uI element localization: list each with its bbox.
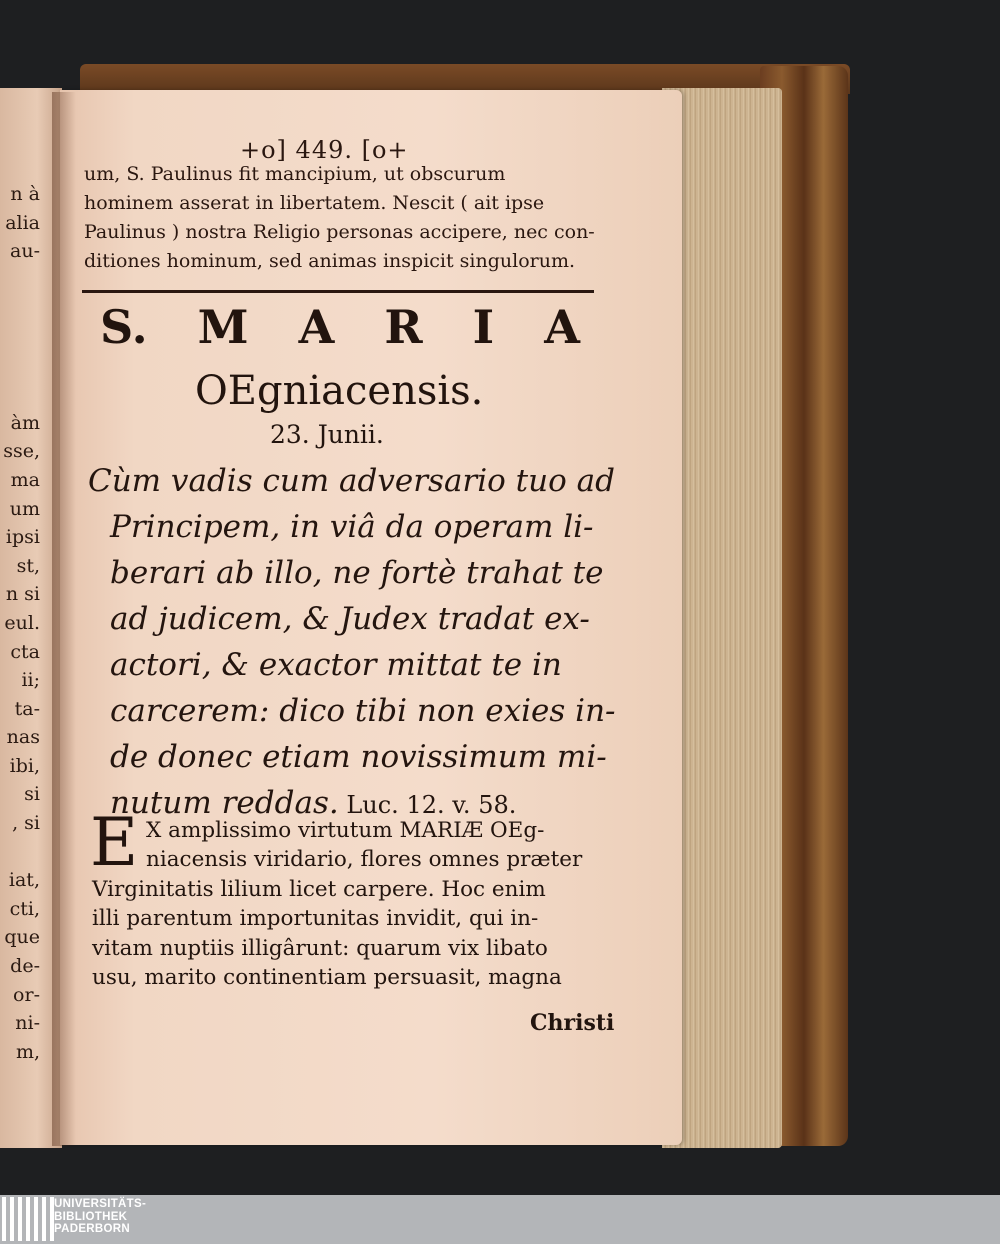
quote-line: berari ab illo, ne fortè trahat te bbox=[110, 555, 604, 591]
fragment-line: nas bbox=[6, 726, 40, 749]
fragment-line: cti, bbox=[9, 897, 40, 920]
body-line: vitam nuptiis illigârunt: quarum vix libato bbox=[92, 935, 548, 961]
heading-letter: I bbox=[472, 300, 495, 354]
saint-place-heading: OEgniacensis. bbox=[195, 368, 484, 414]
body-line: niacensis viridario, flores omnes præter bbox=[146, 847, 583, 873]
quote-line: Principem, in viâ da operam li- bbox=[110, 509, 594, 545]
divider-rule bbox=[82, 290, 594, 293]
saint-name-heading bbox=[100, 300, 580, 354]
heading-letter: A bbox=[298, 300, 335, 354]
fragment-line: , si bbox=[12, 812, 40, 835]
feast-date: 23. Junii. bbox=[270, 420, 384, 449]
fragment-line: cta bbox=[10, 640, 40, 663]
fragment-line: m, bbox=[15, 1040, 40, 1063]
logo-line: BIBLIOTHEK bbox=[54, 1210, 128, 1223]
library-logo-icon bbox=[2, 1197, 54, 1241]
fragment-line: ibi, bbox=[9, 754, 40, 777]
fragment-line: ni- bbox=[15, 1012, 40, 1035]
running-head-page-number: +o] 449. [o+ bbox=[240, 136, 409, 164]
library-logo-text bbox=[54, 1198, 146, 1236]
fragment-line: àm bbox=[10, 411, 40, 434]
fragment-line: ta- bbox=[14, 697, 40, 720]
quote-line: actori, & exactor mittat te in bbox=[110, 647, 562, 683]
fragment-line: n à bbox=[10, 183, 40, 205]
fragment-line: de- bbox=[10, 955, 40, 978]
fragment-line: que bbox=[4, 926, 40, 949]
body-line: Virginitatis lilium licet carpere. Hoc enim bbox=[92, 876, 546, 902]
gutter-shadow bbox=[52, 92, 76, 1146]
fragment-line bbox=[0, 294, 40, 323]
text-line: Paulinus ) nostra Religio personas accipere, nec con- bbox=[84, 221, 595, 243]
quote-line: Cùm vadis cum adversario tuo ad bbox=[88, 463, 615, 499]
heading-letter: S. bbox=[100, 300, 148, 354]
fragment-line bbox=[0, 266, 40, 295]
logo-line: PADERBORN bbox=[54, 1223, 130, 1235]
fragment-line bbox=[0, 838, 40, 867]
fragment-line: st, bbox=[16, 554, 40, 577]
fragment-line: iat, bbox=[8, 869, 40, 892]
body-line: usu, marito continentiam persuasit, magna bbox=[92, 965, 562, 991]
fragment-line: ma bbox=[10, 468, 40, 491]
fragment-line: si bbox=[24, 783, 40, 806]
quote-line: de donec etiam novissimum mi- bbox=[110, 739, 607, 775]
scripture-quote bbox=[88, 458, 616, 828]
fragment-line bbox=[0, 380, 40, 409]
quote-line: carcerem: dico tibi non exies in- bbox=[110, 693, 616, 729]
fragment-line: um bbox=[9, 497, 40, 520]
text-line: um, S. Paulinus fit mancipium, ut obscurum bbox=[84, 163, 506, 185]
quote-line: ad judicem, & Judex tradat ex- bbox=[110, 601, 590, 637]
fragment-line: sse, bbox=[3, 440, 40, 463]
fragment-line bbox=[0, 323, 40, 352]
body-paragraph bbox=[92, 816, 614, 992]
heading-letter: R bbox=[384, 300, 423, 354]
fragment-line: eul. bbox=[4, 611, 40, 634]
quote-line: nutum reddas. Luc. 12. v. 58. bbox=[110, 785, 517, 821]
previous-page-text-fragments bbox=[0, 180, 40, 1066]
logo-line: UNIVERSITÄTS- bbox=[54, 1198, 147, 1210]
quote-reference: Luc. 12. v. 58. bbox=[338, 791, 517, 819]
fragment-line: ii; bbox=[21, 669, 40, 692]
heading-letter: M bbox=[197, 300, 249, 354]
continued-paragraph bbox=[84, 160, 596, 276]
body-line: illi parentum importunitas invidit, qui in- bbox=[92, 906, 539, 932]
fragment-line: n si bbox=[5, 583, 40, 606]
fragment-line: ipsi bbox=[5, 526, 40, 549]
fragment-line: or- bbox=[13, 983, 40, 1006]
catchword: Christi bbox=[530, 1010, 615, 1036]
text-line: hominem asserat in libertatem. Nescit ( ait ipse bbox=[84, 192, 545, 214]
heading-letter: A bbox=[544, 300, 580, 354]
fragment-line: alia bbox=[5, 211, 40, 234]
fragment-line bbox=[0, 352, 40, 381]
text-line: ditiones hominum, sed animas inspicit singulorum. bbox=[84, 250, 576, 272]
fragment-line: au- bbox=[10, 240, 40, 263]
drop-cap: E bbox=[90, 804, 139, 881]
body-line: X amplissimo virtutum MARIÆ OEg- bbox=[146, 818, 545, 843]
library-footer bbox=[0, 1195, 1000, 1244]
